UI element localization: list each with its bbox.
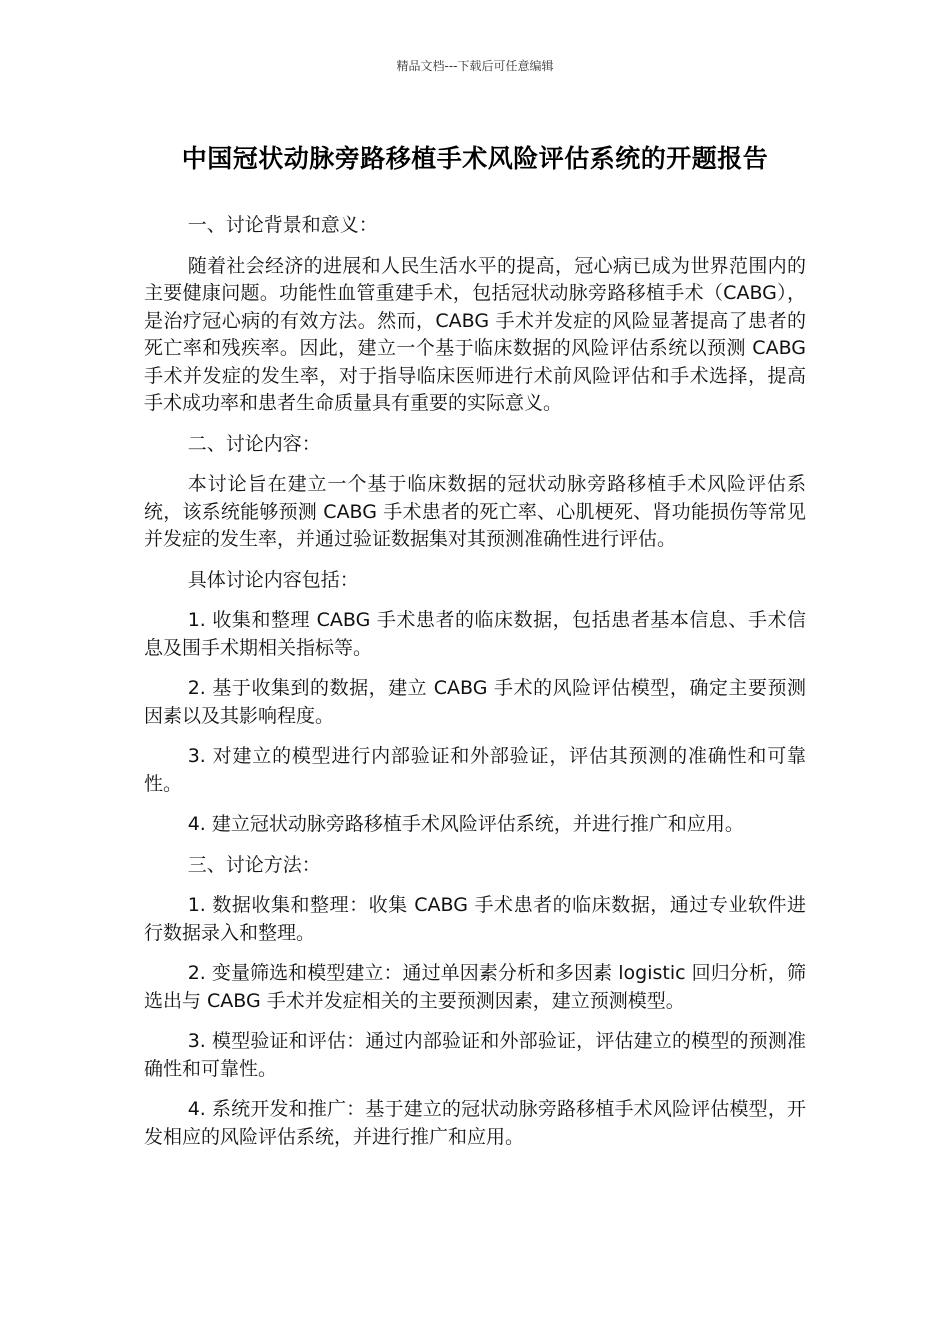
background-paragraph: 随着社会经济的进展和人民生活水平的提高，冠心病已成为世界范围内的主要健康问题。功能性血管重建手术，包括冠状动脉旁路移植手术（CABG），是治疗冠心病的有效方法。然而，CABG 手术并发症的风险显著提高了患者的死亡率和残疾率。因此，建立一个基于临床数据的风险评估系统以预测 CABG 手术并发症的发生率，对于指导临床医师进行术前风险评估和手术选择，提高手术成功率和患者生命质量具有重要的实际意义。: [144, 254, 806, 414]
section-heading-methods: 三、讨论方法：: [187, 853, 321, 876]
section-heading-content: 二、讨论内容：: [187, 432, 321, 455]
header-note: 精品文档---下载后可任意编辑: [396, 59, 554, 73]
methods-list-item: 4. 系统开发和推广：基于建立的冠状动脉旁路移植手术风险评估模型，开发相应的风险评估系统，并进行推广和应用。: [144, 1098, 806, 1148]
document-body: [144, 212, 806, 1164]
content-list-item: 3. 对建立的模型进行内部验证和外部验证，评估其预测的准确性和可靠性。: [144, 745, 806, 795]
methods-list-item: 3. 模型验证和评估：通过内部验证和外部验证，评估建立的模型的预测准确性和可靠性。: [144, 1030, 806, 1080]
methods-list-item: 1. 数据收集和整理：收集 CABG 手术患者的临床数据，通过专业软件进行数据录入和整理。: [144, 894, 806, 944]
content-list-intro: 具体讨论内容包括：: [187, 568, 359, 591]
content-list-item: 1. 收集和整理 CABG 手术患者的临床数据，包括患者基本信息、手术信息及围手术期相关指标等。: [144, 609, 806, 659]
section-heading-background: 一、讨论背景和意义：: [187, 214, 378, 236]
document-title: 中国冠状动脉旁路移植手术风险评估系统的开题报告: [181, 144, 769, 173]
content-paragraph: 本讨论旨在建立一个基于临床数据的冠状动脉旁路移植手术风险评估系统，该系统能够预测 CABG 手术患者的死亡率、心肌梗死、肾功能损伤等常见并发症的发生率，并通过验证数据集对其预测准确性进行评估。: [144, 473, 806, 550]
content-list-item: 2. 基于收集到的数据，建立 CABG 手术的风险评估模型，确定主要预测因素以及其影响程度。: [144, 677, 806, 727]
methods-list-item: 2. 变量筛选和模型建立：通过单因素分析和多因素 logistic 回归分析，筛选出与 CABG 手术并发症相关的主要预测因素，建立预测模型。: [144, 962, 806, 1012]
content-list-item: 4. 建立冠状动脉旁路移植手术风险评估系统，并进行推广和应用。: [187, 813, 744, 835]
